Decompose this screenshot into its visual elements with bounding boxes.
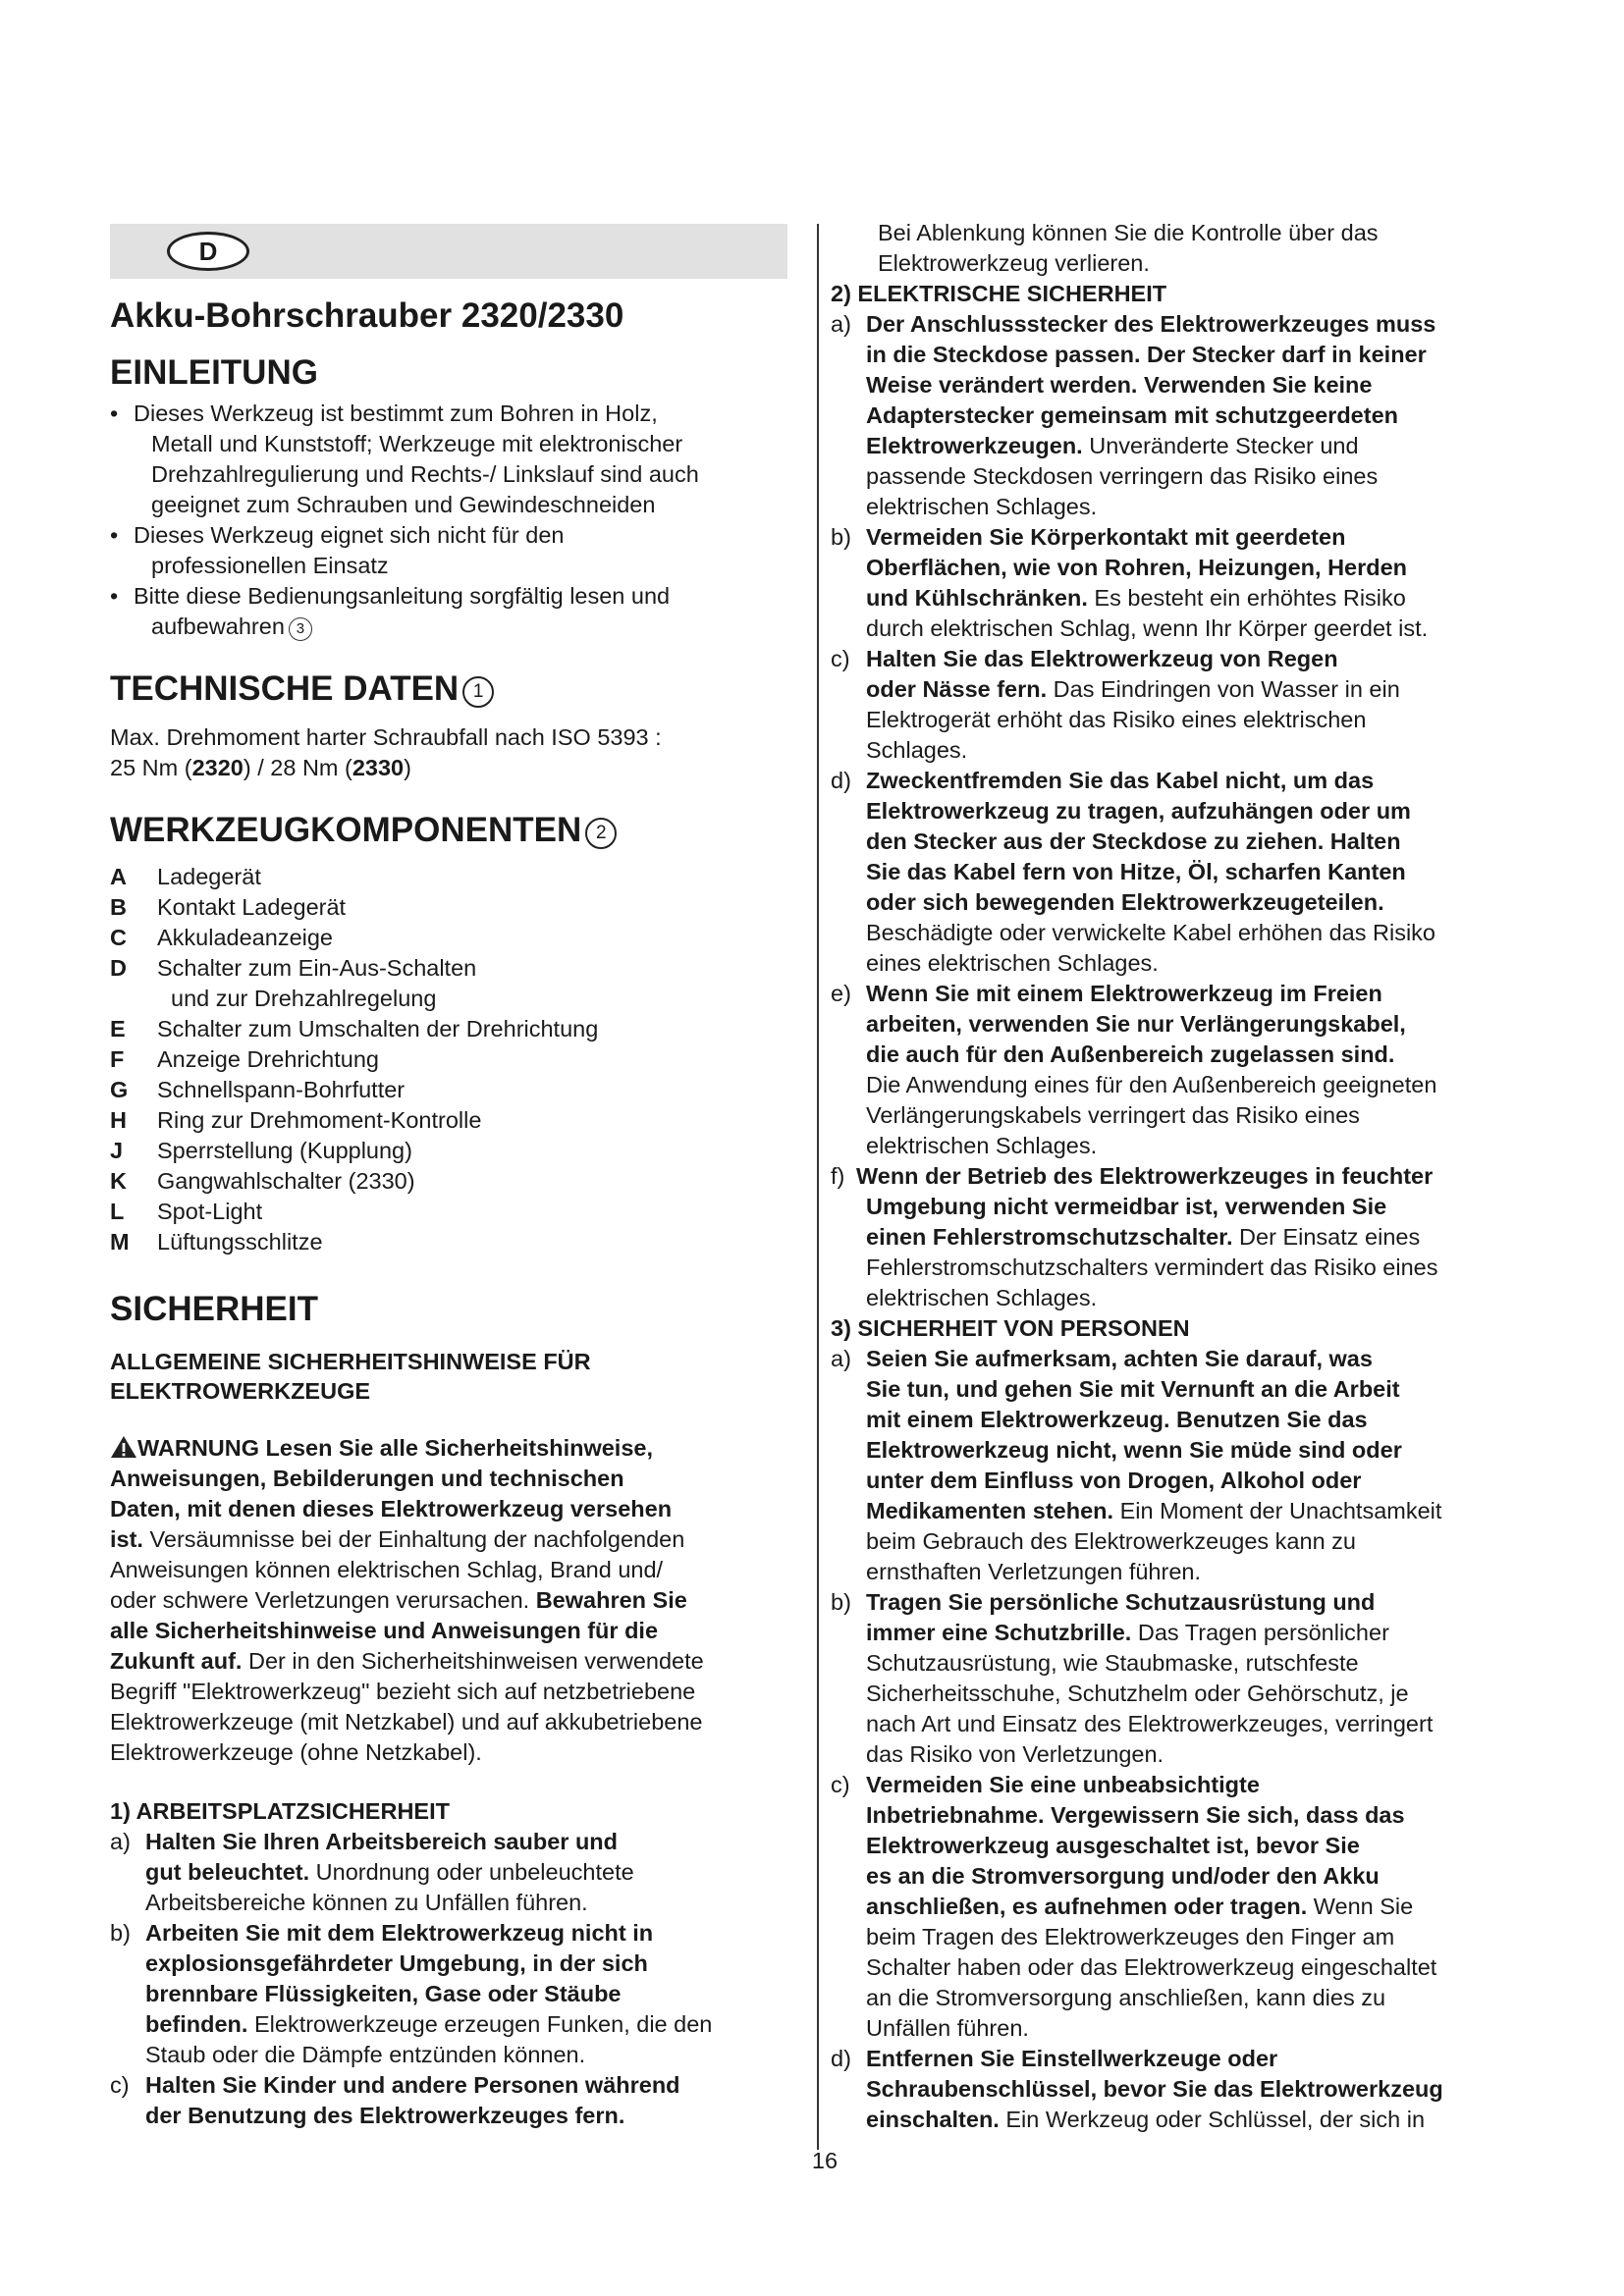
heading-sicherheit: SICHERHEIT	[110, 1290, 318, 1328]
list-item: und zur Drehzahlregelung	[171, 986, 437, 1011]
warning-paragraph: WARNUNG Lesen Sie alle Sicherheitshinweise, Anweisungen, Bebilderungen und technischen Daten, mit denen dieses Elektrowerkzeug versehen ist. Versäumnisse bei der Einhaltung der nachfolgenden Anweisungen können elektrischen Schlag, Brand und/ oder schwere Verletzungen verursachen. Bewahren Sie alle Sicherheitshinweise und Anweisungen für die Zukunft auf. Der in den Sicherheitshinweisen verwendete Begriff "Elektrowerkzeug" bezieht sich auf netzbetriebene Elektrowerkzeuge (mit Netzkabel) und auf akkubetriebene Elektrowerkzeuge (ohne Netzkabel).	[110, 1435, 704, 1765]
figure-ref-1: 1	[462, 676, 494, 708]
subheading-allgemeine: ALLGEMEINE SICHERHEITSHINWEISE FÜR ELEKTROWERKZEUGE	[110, 1349, 591, 1404]
list-item: E Schalter zum Umschalten der Drehrichtung	[110, 1016, 599, 1041]
list-item: K Gangwahlschalter (2330)	[110, 1168, 415, 1194]
list-item: H Ring zur Drehmoment-Kontrolle	[110, 1107, 482, 1133]
list-item: A Ladegerät	[110, 864, 261, 889]
page-title: Akku-Bohrschrauber 2320/2330	[110, 296, 624, 335]
language-band	[110, 224, 787, 279]
list-item: D Schalter zum Ein-Aus-Schalten	[110, 955, 477, 981]
section-arbeitsplatz: 1) ARBEITSPLATZSICHERHEIT a) Halten Sie Ihren Arbeitsbereich sauber und gut beleuchtet. Unordnung oder unbeleuchtete Arbeitsbereiche können zu Unfällen führen. b) Arbeiten Sie mit dem Elektrowerkzeug nicht in explosionsgefährdeter Umgebung, in der sich brennbare Flüssigkeiten, Gase oder Stäube befinden. Elektrowerkzeuge erzeugen Funken, die den Staub oder die Dämpfe entzünden können. c) Halten Sie Kinder und andere Personen während der Benutzung des Elektrowerkzeuges fern.	[110, 1798, 713, 2128]
list-item: • Dieses Werkzeug ist bestimmt zum Bohren in Holz, Metall und Kunststoff; Werkzeuge mit elektronischer Drehzahlregulierung und Rechts-/ Linkslauf sind auch geeignet zum Schrauben und Gewindeschneiden	[110, 400, 699, 517]
warning-triangle-icon	[110, 1435, 137, 1459]
components-list	[110, 862, 787, 1257]
list-item: C Akkuladeanzeige	[110, 925, 333, 950]
heading-einleitung: EINLEITUNG	[110, 353, 318, 392]
right-column: Bei Ablenkung können Sie die Kontrolle über das Elektrowerkzeug verlieren. 2) ELEKTRISCHE SICHERHEIT a) Der Anschlussstecker des Elektrowerkzeuges muss in die Steckdose passen. Der Stecker darf in keiner Weise verändert werden. Verwenden Sie keine Adapterstecker gemeinsam mit schutzgeerdeten Elektrowerkzeugen. Unveränderte Stecker und passende Steckdosen verringern das Risiko eines elektrischen Schlages. b) Vermeiden Sie Körperkontakt mit geerdeten Oberflächen, wie von Rohren, Heizungen, Herden und Kühlschränken. Es besteht ein erhöhtes Risiko durch elektrischen Schlag, wenn Ihr Körper geerdet ist. c) Halten Sie das Elektrowerkzeug von Regen oder Nässe fern. Das Eindringen von Wasser in ein Elektrogerät erhöht das Risiko eines elektrischen Schlages. d) Zweckentfremden Sie das Kabel nicht, um das Elektrowerkzeug zu tragen, aufzuhängen oder um den Stecker aus der Steckdose zu ziehen. Halten Sie das Kabel fern von Hitze, Öl, scharfen Kanten oder sich bewegenden Elektrowerkzeugeteilen. Beschädigte oder verwickelte Kabel erhöhen das Risiko eines elektrischen Schlages. e) Wenn Sie mit einem Elektrowerkzeug im Freien arbeiten, verwenden Sie nur Verlängerungskabel, die auch für den Außenbereich zugelassen sind. Die Anwendung eines für den Außenbereich geeigneten Verlängerungskabels verringert das Risiko eines elektrischen Schlages. f) Wenn der Betrieb des Elektrowerkzeuges in feuchter Umgebung nicht vermeidbar ist, verwenden Sie einen Fehlerstromschutzschalter. Der Einsatz eines Fehlerstromschutzschalters vermindert das Risiko eines elektrischen Schlages. 3) SICHERHEIT VON PERSONEN a) Seien Sie aufmerksam, achten Sie darauf, was Sie tun, und gehen Sie mit Vernunft an die Arbeit mit einem Elektrowerkzeug. Benutzen Sie das Elektrowerkzeug nicht, wenn Sie müde sind oder unter dem Einfluss von Drogen, Alkohol oder Medikamenten stehen. Ein Moment der Unachtsamkeit beim Gebrauch des Elektrowerkzeuges kann zu ernsthaften Verletzungen führen. b) Tragen Sie persönliche Schutzausrüstung und immer eine Schutzbrille. Das Tragen persönlicher Schutzausrüstung, wie Staubmaske, rutschfeste Sicherheitsschuhe, Schutzhelm oder Gehörschutz, je nach Art und Einsatz des Elektrowerkzeuges, verringert das Risiko von Verletzungen. c) Vermeiden Sie eine unbeabsichtigte Inbetriebnahme. Vergewissern Sie sich, dass das Elektrowerkzeug ausgeschaltet ist, bevor Sie es an die Stromversorgung und/oder den Akku anschließen, es aufnehmen oder tragen. Wenn Sie beim Tragen des Elektrowerkzeuges den Finger am Schalter haben oder das Elektrowerkzeug eingeschaltet an die Stromversorgung anschließen, kann dies zu Unfällen führen. d) Entfernen Sie Einstellwerkzeuge oder Schraubenschlüssel, bevor Sie das Elektrowerkzeug einschalten. Ein Werkzeug oder Schlüssel, der sich in	[831, 220, 1443, 2132]
list-item: B Kontakt Ladegerät	[110, 894, 347, 920]
list-item: M Lüftungsschlitze	[110, 1229, 323, 1255]
heading-werkzeugkomponenten: WERKZEUGKOMPONENTEN 2	[110, 811, 617, 850]
heading-technische-daten: TECHNISCHE DATEN 1	[110, 669, 494, 709]
list-item: • Dieses Werkzeug eignet sich nicht für den professionellen Einsatz	[110, 522, 565, 578]
technische-daten-text: Max. Drehmoment harter Schraubfall nach ISO 5393 : 25 Nm (2320) / 28 Nm (2330)	[110, 724, 662, 780]
list-item: G Schnellspann-Bohrfutter	[110, 1077, 406, 1102]
einleitung-list	[110, 399, 787, 642]
page-number: 16	[811, 2148, 839, 2173]
column-divider	[817, 224, 819, 2150]
figure-ref-3: 3	[289, 617, 312, 641]
figure-ref-2: 2	[585, 818, 617, 849]
language-badge: D	[167, 232, 249, 271]
list-item: L Spot-Light	[110, 1199, 263, 1224]
list-item: • Bitte diese Bedienungsanleitung sorgfältig lesen und aufbewahren 3	[110, 583, 671, 639]
list-item: F Anzeige Drehrichtung	[110, 1046, 379, 1072]
list-item: J Sperrstellung (Kupplung)	[110, 1138, 412, 1163]
